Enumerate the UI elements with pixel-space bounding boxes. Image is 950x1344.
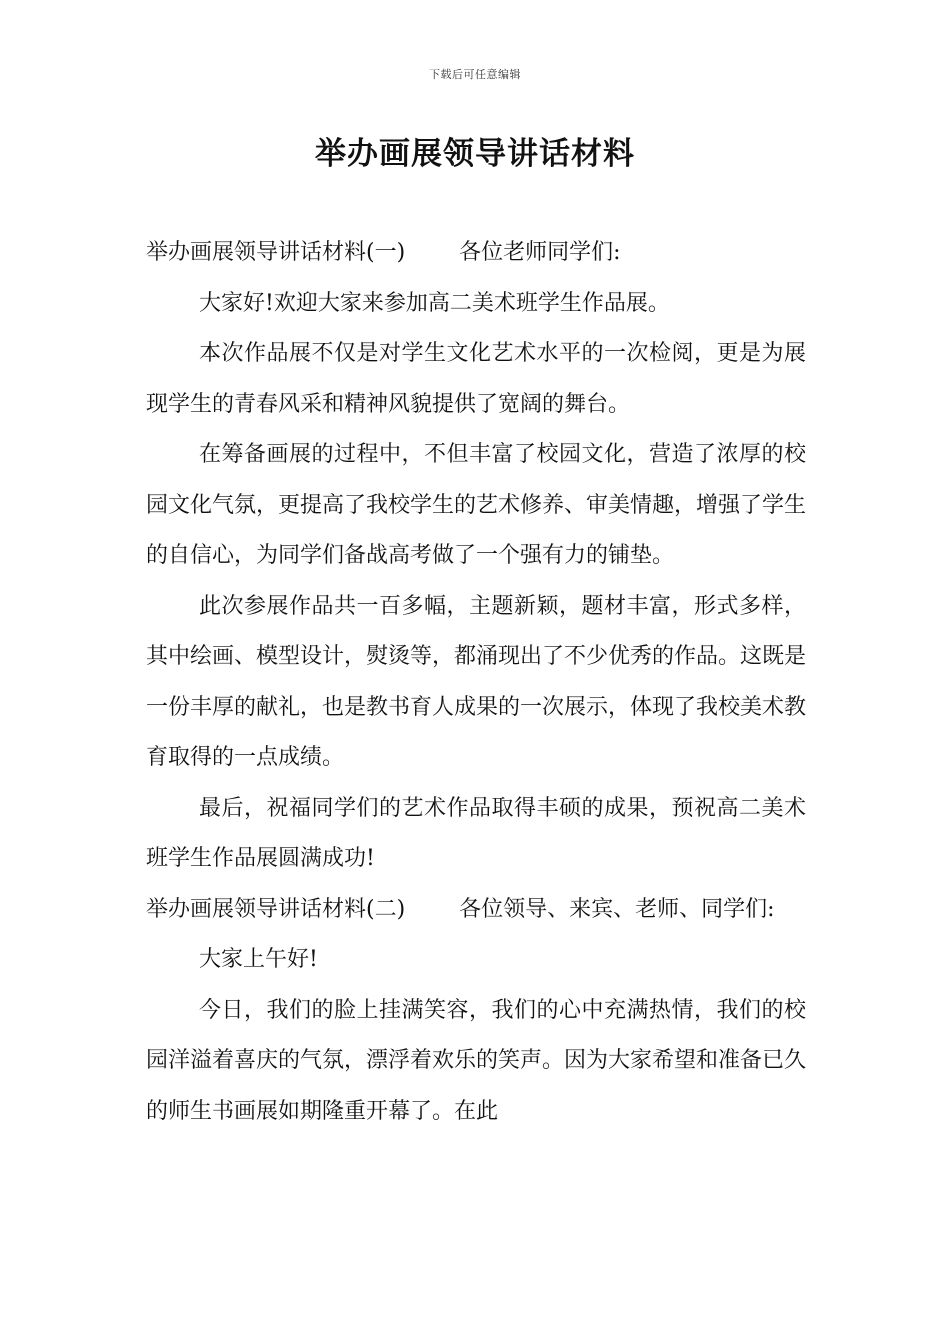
section-1-heading: 举办画展领导讲话材料(一) (146, 240, 406, 265)
paragraph: 此次参展作品共一百多幅，主题新颖，题材丰富，形式多样，其中绘画、模型设计，熨烫等，都涌现出了不少优秀的作品。这既是一份丰厚的献礼，也是教书育人成果的一次展示，体现了我校美术教育取得的一点成绩。 (146, 593, 807, 770)
header-note: 下载后可任意编辑 (429, 68, 521, 81)
section-1-heading-line (146, 228, 806, 279)
paragraph: 大家上午好! (199, 947, 318, 972)
paragraph: 大家好!欢迎大家来参加高二美术班学生作品展。 (199, 290, 670, 316)
section-2-salutation: 各位领导、来宾、老师、同学们: (459, 896, 775, 922)
paragraph: 今日，我们的脸上挂满笑容，我们的心中充满热情，我们的校园洋溢着喜庆的气氛，漂浮着欢乐的笑声。因为大家希望和准备已久的师生书画展如期隆重开幕了。在此 (146, 997, 807, 1124)
section-2-heading: 举办画展领导讲话材料(二) (146, 896, 406, 922)
paragraph: 最后，祝福同学们的艺术作品取得丰硕的成果，预祝高二美术班学生作品展圆满成功! (146, 795, 806, 871)
paragraph: 在筹备画展的过程中，不但丰富了校园文化，营造了浓厚的校园文化气氛，更提高了我校学生的艺术修养、审美情趣，增强了学生的自信心，为同学们备战高考做了一个强有力的铺垫。 (146, 442, 807, 568)
section-2-heading-line (146, 885, 806, 936)
document-title: 举办画展领导讲话材料 (315, 136, 635, 172)
document-body (146, 228, 806, 1137)
paragraph: 本次作品展不仅是对学生文化艺术水平的一次检阅，更是为展现学生的青春风采和精神风貌提供了宽阔的舞台。 (146, 341, 806, 417)
section-1-salutation: 各位老师同学们: (459, 240, 621, 265)
